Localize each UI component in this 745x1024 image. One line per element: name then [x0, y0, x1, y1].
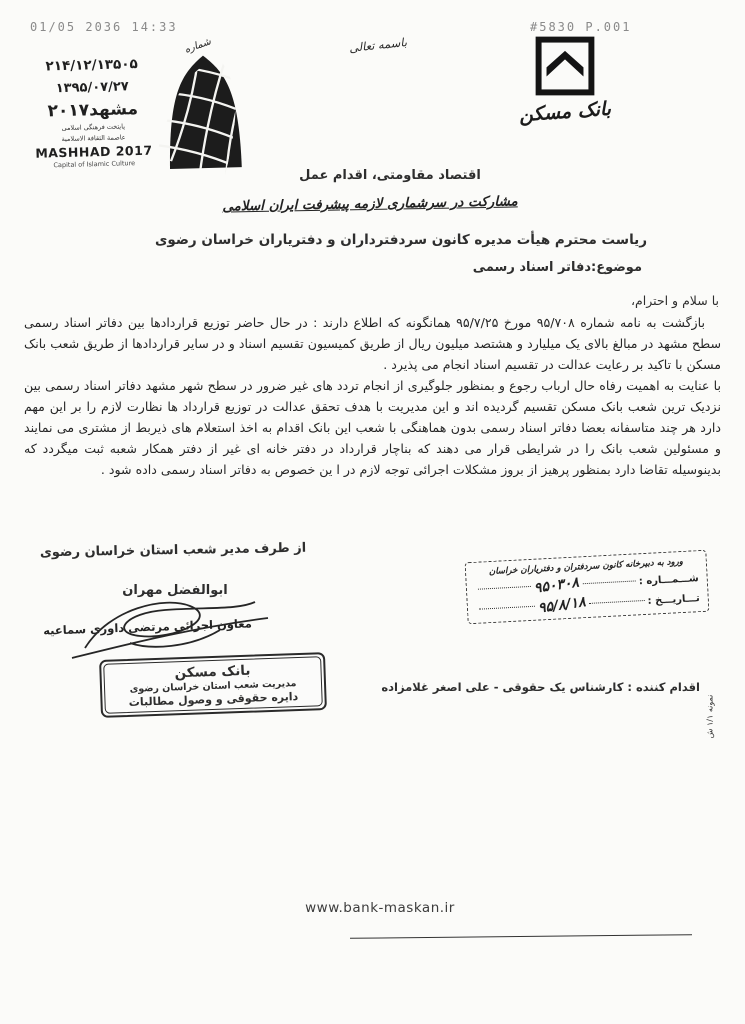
signatory-name: ابوالفضل مهران — [122, 583, 228, 598]
received-number-label: شـــمـــاره : — [638, 572, 699, 587]
stamp-date: ۱۳۹۵/۰۷/۲۷ — [55, 79, 129, 97]
bank-stamp-line3: دایره حقوقی و وصول مطالبات — [128, 690, 299, 709]
stamp-line-en2: Capital of Islamic Culture — [53, 159, 136, 170]
stamp-city-year: مشهد۲۰۱۷ — [47, 99, 139, 122]
received-number-value: ۹۵۰۳۰۸ — [533, 574, 581, 597]
basmala-text: باسمه تعالی — [348, 35, 408, 56]
deputy-title-line: معاون اجرائی مرتضی داوری سماعیه — [42, 616, 253, 638]
bank-legal-stamp-inner — [103, 656, 323, 714]
bank-maskan-roof-icon — [532, 33, 598, 99]
dotted-leader — [582, 579, 636, 584]
received-date-value: ۹۵/۸/۱۸ — [537, 594, 587, 617]
stamp-line-ar: عاصمة الثقافة الاسلامية — [61, 133, 126, 144]
stamp-ref-number: ۲۱۴/۱۲/۱۳۵۰۵ — [45, 56, 138, 75]
received-stamp-title: ورود به دبیرخانه کانون سردفتران و دفتریاران خراسان — [488, 556, 684, 578]
stamp-numbers — [26, 56, 159, 170]
fax-page-number: #5830 P.001 — [530, 20, 632, 34]
stamp-line-en: MASHHAD 2017 — [35, 142, 153, 161]
letter-body — [24, 312, 721, 480]
subject-line: موضوع:دفاتر اسناد رسمی — [472, 260, 642, 275]
signature-on-behalf: از طرف مدیر شعب استان خراسان رضوی — [39, 540, 307, 561]
bank-website-url: www.bank-maskan.ir — [305, 900, 455, 916]
received-stamp — [465, 550, 710, 625]
form-side-note: نمونه ۱/۱ ش — [705, 694, 715, 739]
dotted-leader — [589, 599, 645, 604]
body-paragraph-1: بازگشت به نامه شماره ۹۵/۷۰۸ مورخ ۹۵/۷/۲۵ همانگونه که اطلاع دارند : در حال حاضر توزیع قراردادها بین دفاتر اسناد رسمی سطح مشهد در مبالغ بالای یک میلیارد و هشتصد میلیون ریال از طریق کمیسیون تقسیم اسناد و در سایر قراردادها از طریق شعب بانک مسکن با تاکید بر رعایت عدالت در تقسیم اسناد انجام می پذیرد . — [24, 315, 721, 372]
stamp-line-fa: پایتخت فرهنگی اسلامی — [61, 122, 126, 133]
fax-timestamp: 01/05 2036 14:33 — [30, 20, 178, 34]
bank-legal-stamp — [99, 652, 327, 718]
received-date-label: تـــاریـــخ : — [647, 592, 701, 607]
salutation-line: با سلام و احترام، — [630, 293, 719, 308]
handler-line: اقدام کننده : کارشناس یک حقوقی - علی اصغر غلامزاده — [381, 680, 700, 694]
bank-maskan-logo — [500, 33, 630, 127]
dotted-leader — [478, 584, 532, 589]
mashhad-2017-stamp — [26, 36, 254, 186]
slogan-census: مشارکت در سرشماری لازمه پیشرفت ایران اسلامی — [222, 193, 518, 215]
mashhad-dome-icon — [154, 45, 254, 179]
slogan-resistance-economy: اقتصاد مقاومتی، اقدام عمل — [299, 168, 481, 183]
body-paragraph-2: با عنایت به اهمیت رفاه حال ارباب رجوع و بمنظور جلوگیری از انجام تردد های غیر ضرور در سطح شهر مشهد دفاتر اسناد رسمی بین نزدیک ترین شعب بانک مسکن تقسیم گردیده اند و این مدیریت با هدف تحقق عدالت در توزیع قرارداد ها نظارت لازم را بر این مهم دارد هر چند متاسفانه بعضا دفاتر اسناد رسمی بدون هماهنگی با شعب این بانک اقدام به اخذ استعلام های ذیربط از مشتری می نمایند و مسئولین شعب بانک را در شرایطی قرار می دهند که بناچار قرارداد در دفتر خانه ای غیر از دفتر همکار شعبه ثبت میگردد که بدینوسیله تقاضا دارد بمنظور پرهیز از بروز مشکلات اجرائی توجه لازم در ا ین خصوص به دفاتر اسناد رسمی داده شود . — [24, 378, 721, 477]
bank-name-calligraphy: بانک مسکن — [518, 97, 612, 127]
footer-divider-line — [350, 934, 692, 939]
bank-stamp-line2: مدیریت شعب استان خراسان رضوی — [129, 678, 297, 695]
dotted-leader — [479, 604, 535, 609]
stamp-handwritten-label: شماره — [183, 36, 213, 56]
bank-stamp-line1: بانک مسکن — [174, 662, 251, 682]
addressee-line: ریاست محترم هیأت مدیره کانون سردفترداران و دفتریاران خراسان رضوی — [155, 232, 647, 248]
